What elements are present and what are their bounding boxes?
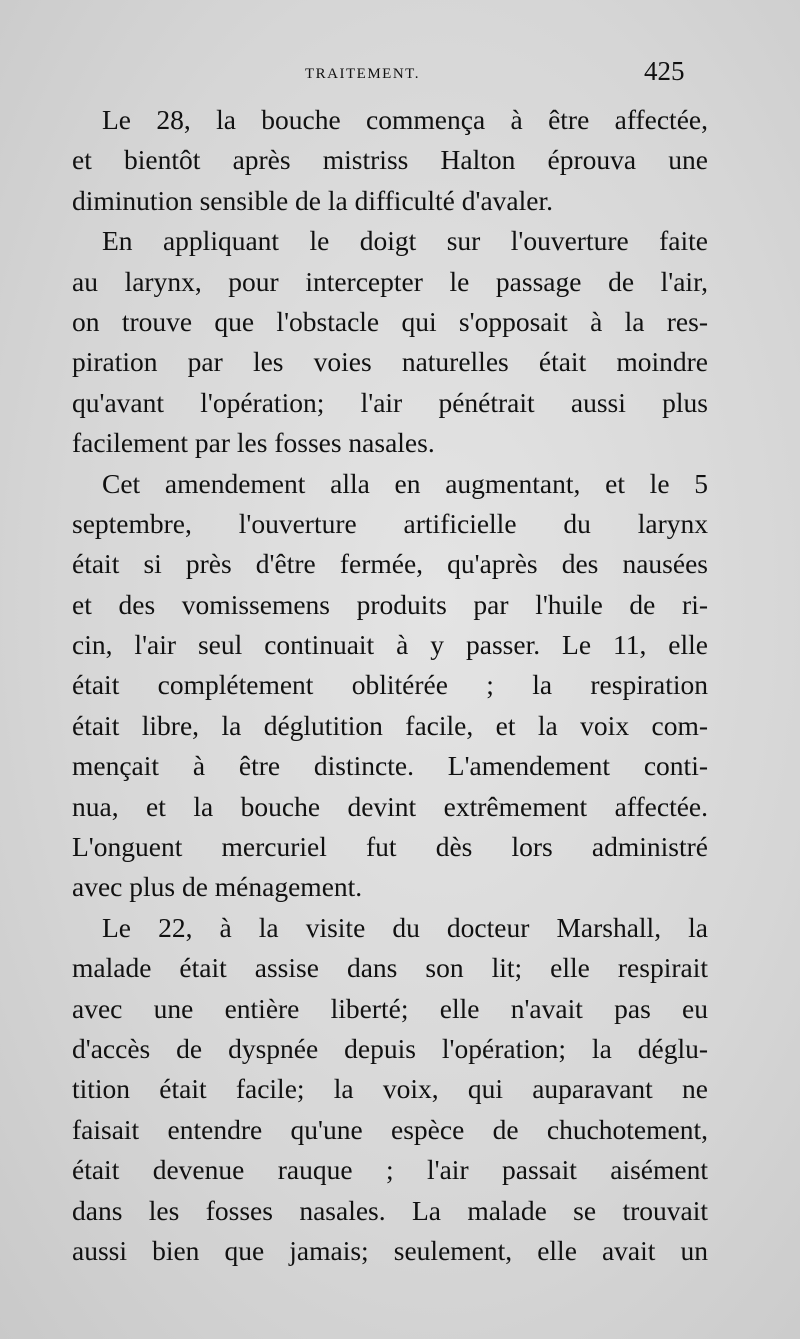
text-line: et des vomissemens produits par l'huile de ri-: [72, 588, 708, 620]
running-head: TRAITEMENT.: [305, 66, 420, 82]
text-line: était libre, la déglutition facile, et la voix com-: [72, 709, 708, 741]
text-line: nua, et la bouche devint extrêmement affectée.: [72, 790, 708, 822]
text-line: mençait à être distincte. L'amendement conti-: [72, 750, 708, 782]
text-line: faisait entendre qu'une espèce de chuchotement,: [72, 1113, 708, 1145]
text-line: avec plus de ménagement.: [72, 871, 363, 903]
text-line: Le 22, à la visite du docteur Marshall, la: [102, 911, 708, 943]
text-line: malade était assise dans son lit; elle respirait: [72, 952, 708, 984]
text-line: était devenue rauque ; l'air passait aisément: [72, 1154, 708, 1186]
text-line: En appliquant le doigt sur l'ouverture faite: [102, 225, 708, 257]
text-line: dans les fosses nasales. La malade se trouvait: [72, 1194, 708, 1226]
text-line: septembre, l'ouverture artificielle du larynx: [72, 507, 708, 539]
text-line: facilement par les fosses nasales.: [72, 427, 435, 459]
text-line: on trouve que l'obstacle qui s'opposait à la res-: [72, 305, 708, 337]
page-header: [0, 58, 800, 98]
text-line: d'accès de dyspnée depuis l'opération; la déglu-: [72, 1032, 708, 1064]
text-line: avec une entière liberté; elle n'avait pas eu: [72, 992, 708, 1024]
text-line: piration par les voies naturelles était moindre: [72, 346, 708, 378]
text-line: et bientôt après mistriss Halton éprouva une: [72, 144, 708, 176]
text-line: était complétement oblitérée ; la respiration: [72, 669, 708, 701]
text-line: cin, l'air seul continuait à y passer. Le 11, elle: [72, 629, 708, 661]
body-text: [72, 100, 708, 1271]
page-number: 425: [644, 56, 685, 86]
text-line: qu'avant l'opération; l'air pénétrait aussi plus: [72, 386, 708, 418]
text-line: au larynx, pour intercepter le passage de l'air,: [72, 265, 708, 297]
text-line: Le 28, la bouche commença à être affectée,: [102, 104, 708, 135]
text-line: L'onguent mercuriel fut dès lors administré: [72, 831, 708, 863]
text-line: aussi bien que jamais; seulement, elle avait un: [72, 1234, 708, 1266]
text-line: diminution sensible de la difficulté d'avaler.: [72, 184, 553, 216]
text-line: était si près d'être fermée, qu'après des nausées: [72, 548, 708, 580]
text-line: Cet amendement alla en augmentant, et le 5: [102, 467, 708, 499]
text-line: tition était facile; la voix, qui auparavant ne: [72, 1073, 708, 1105]
